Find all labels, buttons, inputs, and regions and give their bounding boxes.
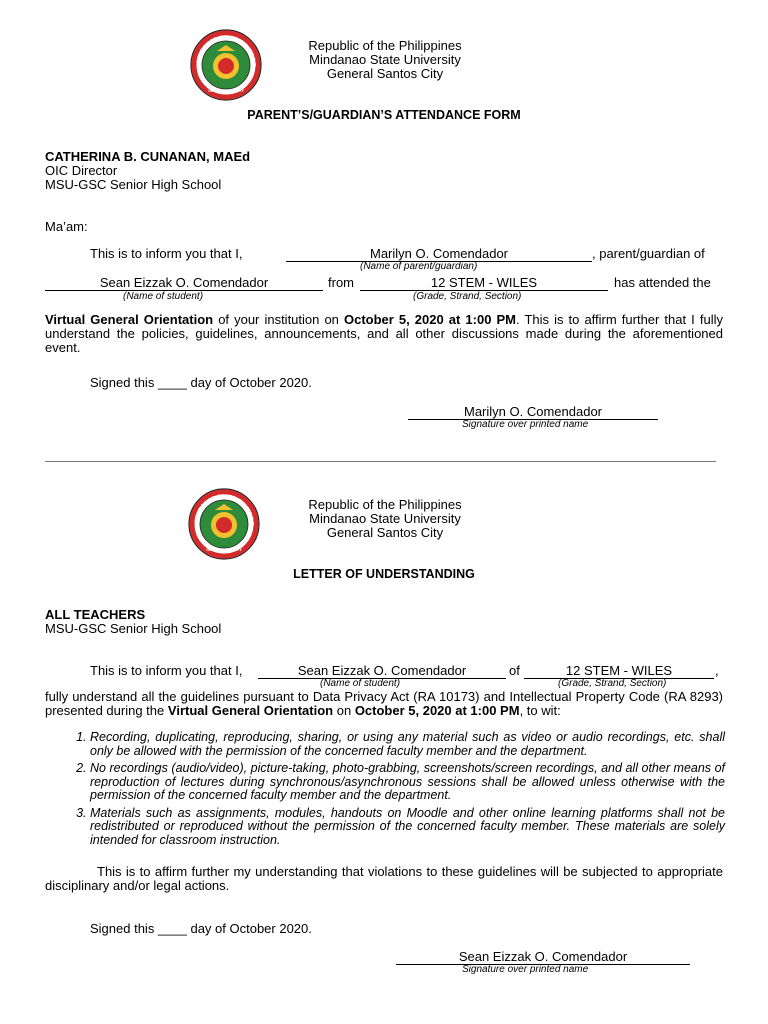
letterhead2-university: Mindanao State University <box>309 511 461 526</box>
letterhead-university: Mindanao State University <box>309 52 461 67</box>
form2-title: LETTER OF UNDERSTANDING <box>293 567 475 581</box>
form1-section: 12 STEM - WILES <box>430 275 538 290</box>
form1-signature-field <box>408 405 658 420</box>
letterhead-2 <box>290 498 480 540</box>
form1-salutation: Ma’am: <box>45 219 88 234</box>
list-item: 1. Recording, duplicating, reproducing, sharing, or using any material such as video or audio recordings, etc. shall only be allowed with the permission of the concerned faculty member and the department. <box>90 731 725 758</box>
form1-title: PARENT’S/GUARDIAN’S ATTENDANCE FORM <box>247 108 521 122</box>
form1-parent-name-field <box>286 247 592 262</box>
form1-addressee-name: CATHERINA B. CUNANAN, MAEd <box>45 149 251 164</box>
letterhead-1 <box>290 39 480 81</box>
form2-signature-name: Sean Eizzak O. Comendador <box>458 949 628 964</box>
seal2-sub-text: GEN. SANTOS CITY <box>206 548 242 552</box>
form2-on-word: on <box>336 703 352 718</box>
form1-student-name: Sean Eizzak O. Comendador <box>99 275 269 290</box>
seal-sub-text: GEN. SANTOS CITY <box>208 89 244 93</box>
form1-signature-name: Marilyn O. Comendador <box>464 404 602 419</box>
form2-guidelines-paragraph <box>45 690 723 718</box>
form2-student-name: Sean Eizzak O. Comendador <box>297 663 467 678</box>
form1-event-mid: of your institution on <box>218 312 339 327</box>
form1-event-date: October 5, 2020 at 1:00 PM <box>343 312 517 327</box>
university-seal-logo-2 <box>188 488 260 560</box>
form1-parent-caption: (Name of parent/guardian) <box>360 261 478 272</box>
form2-student-name-field <box>258 664 506 679</box>
list-item: 2. No recordings (audio/video), picture-taking, photo-grabbing, screenshots/screen recordings, and all other means of reproduction of lectures during synchronous/asynchronous sessions shall be allowed unless otherwise with the permission of the concerned faculty member and the department. <box>90 762 725 803</box>
form1-event-name: Virtual General Orientation <box>45 312 214 327</box>
letterhead-republic: Republic of the Philippines <box>308 38 462 53</box>
form2-inform-prefix: This is to inform you that I, <box>90 663 243 678</box>
form1-student-caption: (Name of student) <box>123 291 204 302</box>
seal-arc-text: MINDANAO STATE UNIVERSIT <box>196 34 257 67</box>
form1-parent-name: Marilyn O. Comendador <box>370 246 508 261</box>
form2-of-word: of <box>509 663 520 678</box>
form2-addressee-org: MSU-GSC Senior High School <box>45 621 222 636</box>
form1-attended: has attended the <box>614 275 711 290</box>
letterhead2-city: General Santos City <box>326 525 444 540</box>
form2-guidelines-list <box>58 731 725 851</box>
form1-event-rest: . This is to affirm further that I fully understand the policies, guidelines, announcements, and all other discussions made during the aforementioned event. <box>45 312 723 355</box>
form2-signature-caption: Signature over printed name <box>462 964 589 975</box>
form1-signature-caption: Signature over printed name <box>462 419 589 430</box>
form1-signed-line: Signed this ____ day of October 2020. <box>90 375 312 390</box>
form2-signed-line: Signed this ____ day of October 2020. <box>90 921 312 936</box>
form2-comma: , <box>715 663 719 678</box>
form2-event-name: Virtual General Orientation <box>167 703 334 718</box>
form1-addressee-title: OIC Director <box>45 163 118 178</box>
form1-section-field <box>360 276 608 291</box>
form1-parent-suffix: , parent/guardian of <box>592 246 705 261</box>
form2-section: 12 STEM - WILES <box>565 663 673 678</box>
form1-inform-prefix: This is to inform you that I, <box>90 246 243 261</box>
form1-section-caption: (Grade, Strand, Section) <box>413 291 522 302</box>
list-item: 3. Materials such as assignments, modules, handouts on Moodle and other online learning platforms shall not be redistributed or reproduced without the permission of the concerned faculty member. These materials are solely intended for classroom instruction. <box>90 807 725 848</box>
form1-from-word: from <box>328 275 354 290</box>
form2-para-end: , to wit: <box>519 703 561 718</box>
form2-affirm-paragraph: This is to affirm further my understanding that violations to these guidelines will be subjected to appropriate disciplinary and/or legal actions. <box>45 864 723 893</box>
form1-addressee <box>45 150 250 192</box>
form2-event-date: October 5, 2020 at 1:00 PM <box>354 703 520 718</box>
form2-para-start: fully understand all the guidelines pursuant to Data Privacy Act (RA 10173) and Intellectual Property Code (RA 8293) presented during the <box>45 689 723 718</box>
letterhead-city: General Santos City <box>326 66 444 81</box>
seal2-arc-text: MINDANAO STATE UNIVERSIT <box>194 493 255 526</box>
form1-student-name-field <box>45 276 323 291</box>
form2-student-caption: (Name of student) <box>320 678 401 689</box>
form2-addressee-name: ALL TEACHERS <box>45 607 146 622</box>
form2-signature-field <box>396 950 690 965</box>
letterhead2-republic: Republic of the Philippines <box>308 497 462 512</box>
form1-addressee-org: MSU-GSC Senior High School <box>45 177 222 192</box>
university-seal-logo <box>190 29 262 101</box>
form1-event-paragraph <box>45 313 723 355</box>
form2-section-caption: (Grade, Strand, Section) <box>558 678 667 689</box>
section-separator <box>45 461 716 462</box>
form2-addressee <box>45 608 221 636</box>
form2-section-field <box>524 664 714 679</box>
